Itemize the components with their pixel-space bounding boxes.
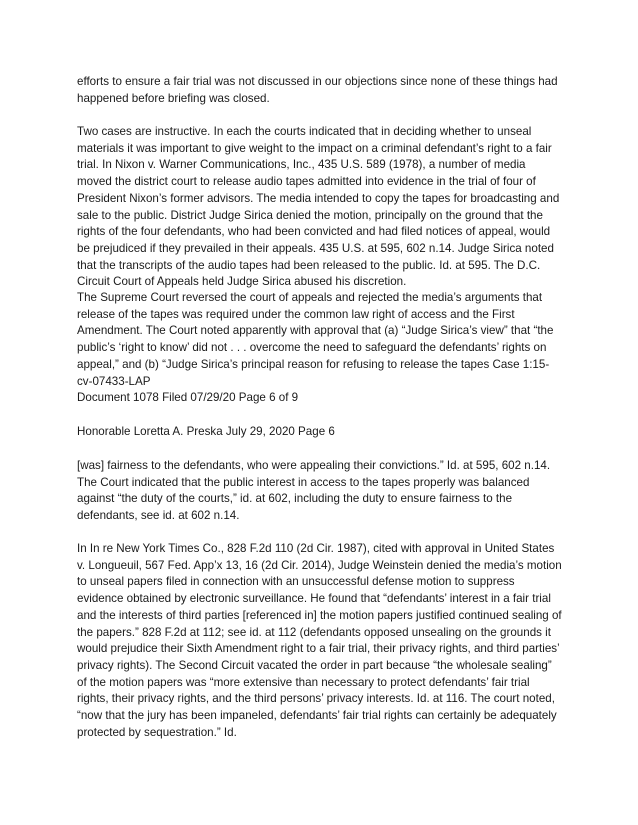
page-header-document-line: Document 1078 Filed 07/29/20 Page 6 of 9	[77, 391, 299, 404]
page-header-addressee-line: Honorable Loretta A. Preska July 29, 2020 Page 6	[77, 425, 335, 438]
paragraph-supreme-court: The Supreme Court reversed the court of appeals and rejected the media’s arguments that release of the tapes was required under the common law right of access and the First Amendment. The Court noted apparently with approval that (a) “Judge Sirica’s view” that “the public’s ‘right to know’ did not . . . overcome the need to safeguard the defendants’ rights on appeal,” and (b) “Judge Sirica’s principal reason for refusing to release the tapes Case 1:15-cv-07433-LAP	[77, 291, 554, 388]
paragraph-fairness-defendants: [was] fairness to the defendants, who were appealing their convictions.” Id. at 595, 602 n.14. The Court indicated that the public interest in access to the tapes properly was balanced against “the duty of the courts,” id. at 602, including the duty to ensure fairness to the defendants, see id. at 602 n.14.	[77, 459, 551, 523]
paragraph-continuation: efforts to ensure a fair trial was not discussed in our objections since none of these things had happened before briefing was closed.	[77, 75, 558, 105]
paragraph-cases-instructive: Two cases are instructive. In each the courts indicated that in deciding whether to unseal materials it was important to give weight to the impact on a criminal defendant’s right to a fair trial. In Nixon v. Warner Communications, Inc., 435 U.S. 589 (1978), a number of media moved the district court to release audio tapes admitted into evidence in the trial of four of President Nixon’s former advisors. The media intended to copy the tapes for broadcasting and sale to the public. District Judge Sirica denied the motion, principally on the ground that the rights of the four defendants, who had been convicted and had filed notices of appeal, would be prejudiced if they prevailed in their appeals. 435 U.S. at 595, 602 n.14. Judge Sirica noted that the transcripts of the audio tapes had been released to the public. Id. at 595. The D.C. Circuit Court of Appeals held Judge Sirica abused his discretion.	[77, 125, 560, 289]
paragraph-new-york-times: In In re New York Times Co., 828 F.2d 110 (2d Cir. 1987), cited with approval in United States v. Longueuil, 567 Fed. App’x 13, 16 (2d Cir. 2014), Judge Weinstein denied the media’s motion to unseal papers filed in connection with an unsuccessful defense motion to suppress evidence obtained by electronic surveillance. He found that “defendants’ interest in a fair trial and the interests of third parties [referenced in] the motion papers justified continued sealing of the papers.” 828 F.2d at 112; see id. at 112 (defendants opposed unsealing on the grounds it would prejudice their Sixth Amendment right to a fair trial, their privacy rights, and third parties’ privacy rights). The Second Circuit vacated the order in part because “the wholesale sealing” of the motion papers was “more extensive than necessary to protect defendants’ fair trial rights, their privacy rights, and the third persons’ privacy interests. Id. at 116. The court noted, “now that the jury has been impaneled, defendants’ fair trial rights can certainly be adequately protected by sequestration.” Id.	[77, 542, 562, 739]
